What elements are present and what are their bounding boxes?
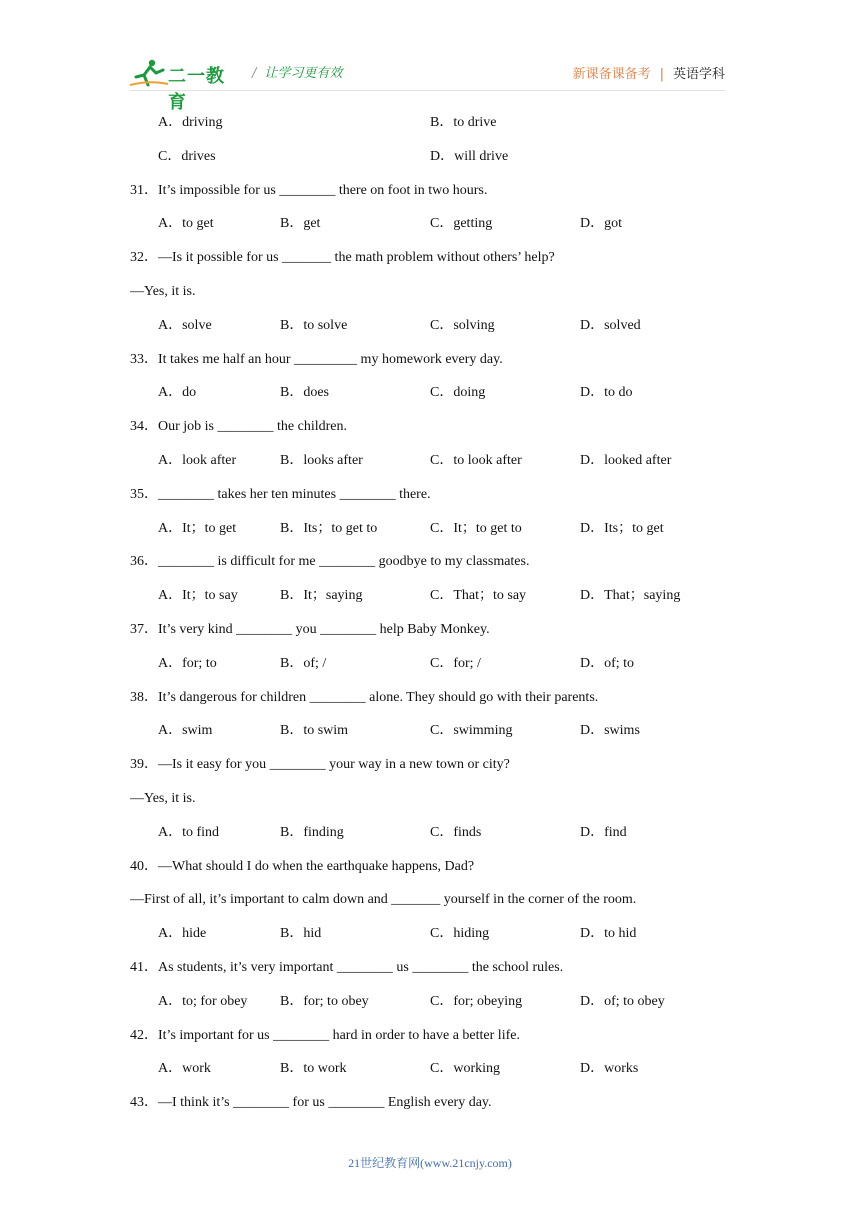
options-row: [158, 149, 758, 165]
option-c: C．to look after: [430, 453, 522, 468]
option-b: B．get: [280, 216, 321, 231]
question-line: 43．—I think it’s ________ for us ________ English every day.: [130, 1095, 492, 1110]
option-b: B．finding: [280, 825, 344, 840]
options-row: [158, 656, 758, 672]
options-row: [158, 994, 758, 1010]
option-b: B．to work: [280, 1061, 347, 1076]
option-a: A．swim: [158, 723, 213, 738]
option-c: C．for; obeying: [430, 994, 523, 1009]
options-row: [158, 318, 758, 334]
option-d: D．That；saying: [580, 588, 681, 603]
option-c: C．swimming: [430, 723, 513, 738]
logo-text: 二一教育: [168, 66, 225, 113]
option-a: A．to; for obey: [158, 994, 248, 1009]
option-d: D．Its；to get: [580, 521, 664, 536]
option-d: D．swims: [580, 723, 640, 738]
option-b: B．Its；to get to: [280, 521, 378, 536]
option-b: B．to swim: [280, 723, 349, 738]
option-b: B．for; to obey: [280, 994, 369, 1009]
option-a: C．drives: [158, 149, 216, 164]
option-a: A．It；to say: [158, 588, 238, 603]
question-line: —Yes, it is.: [130, 284, 196, 299]
page-header: [130, 52, 725, 113]
option-b: B．looks after: [280, 453, 363, 468]
option-b: B．of; /: [280, 656, 327, 671]
options-row: [158, 926, 758, 942]
option-a: A．driving: [158, 115, 223, 130]
options-row: [158, 723, 758, 739]
header-subject: [573, 63, 725, 82]
question-line: 31．It’s impossible for us ________ there on foot in two hours.: [130, 183, 488, 198]
question-line: 42．It’s important for us ________ hard in order to have a better life.: [130, 1028, 520, 1043]
slogan-text: 让学习更有效: [264, 66, 343, 81]
option-c: C．solving: [430, 318, 495, 333]
question-line: 33．It takes me half an hour _________ my homework every day.: [130, 352, 503, 367]
option-b: B．It；saying: [280, 588, 363, 603]
header-divider: [130, 90, 725, 91]
option-a: A．hide: [158, 926, 207, 941]
options-row: [158, 521, 758, 537]
question-line: —First of all, it’s important to calm down and _______ yourself in the corner of the room.: [130, 892, 637, 907]
option-d: D．find: [580, 825, 627, 840]
options-row: [158, 825, 758, 841]
question-line: 37．It’s very kind ________ you ________ help Baby Monkey.: [130, 622, 490, 637]
runner-logo-icon: [130, 58, 170, 88]
question-line: 34．Our job is ________ the children.: [130, 419, 347, 434]
option-c: C．for; /: [430, 656, 481, 671]
question-line: 39．—Is it easy for you ________ your way in a new town or city?: [130, 757, 510, 772]
option-a: A．look after: [158, 453, 237, 468]
option-c: C．It；to get to: [430, 521, 522, 536]
option-c: C．hiding: [430, 926, 490, 941]
question-line: 35．________ takes her ten minutes ________ there.: [130, 487, 431, 502]
header-course-label: 新课备课备考: [572, 67, 651, 82]
slogan-slash: /: [252, 66, 257, 81]
option-c: C．doing: [430, 385, 486, 400]
question-line: 32．—Is it possible for us _______ the math problem without others’ help?: [130, 250, 555, 265]
option-b: B．does: [280, 385, 329, 400]
option-d: D．to hid: [580, 926, 637, 941]
slogan: [252, 62, 342, 81]
option-b: B．to drive: [430, 115, 497, 130]
option-d: D．solved: [580, 318, 641, 333]
option-a: A．solve: [158, 318, 212, 333]
option-d: D．of; to obey: [580, 994, 665, 1009]
options-row: [158, 115, 758, 131]
options-row: [158, 1061, 758, 1077]
option-b: B．hid: [280, 926, 322, 941]
question-line: 41．As students, it’s very important ________ us ________ the school rules.: [130, 960, 564, 975]
header-subject-label: 英语学科: [672, 67, 725, 82]
page-footer: 21世纪教育网(www.21cnjy.com): [348, 1156, 512, 1170]
options-row: [158, 588, 758, 604]
option-d: D．looked after: [580, 453, 672, 468]
option-d: D．to do: [580, 385, 633, 400]
question-line: 40．—What should I do when the earthquake happens, Dad?: [130, 859, 475, 874]
option-a: A．for; to: [158, 656, 217, 671]
option-d: D．of; to: [580, 656, 635, 671]
option-c: C．finds: [430, 825, 482, 840]
option-a: A．It；to get: [158, 521, 237, 536]
option-b: B．to solve: [280, 318, 348, 333]
logo: [130, 58, 242, 113]
option-a: A．work: [158, 1061, 211, 1076]
option-c: C．working: [430, 1061, 500, 1076]
option-a: A．to get: [158, 216, 214, 231]
options-row: [158, 385, 758, 401]
option-c: C．getting: [430, 216, 493, 231]
option-d: D．works: [580, 1061, 639, 1076]
option-d: D．got: [580, 216, 622, 231]
option-a: A．do: [158, 385, 197, 400]
question-line: 38．It’s dangerous for children ________ alone. They should go with their parents.: [130, 690, 599, 705]
option-b: D．will drive: [430, 149, 509, 164]
question-line: —Yes, it is.: [130, 791, 196, 806]
options-row: [158, 453, 758, 469]
option-a: A．to find: [158, 825, 220, 840]
header-separator: |: [659, 67, 664, 82]
question-line: 36．________ is difficult for me ________ goodbye to my classmates.: [130, 554, 530, 569]
options-row: [158, 216, 758, 232]
option-c: C．That；to say: [430, 588, 527, 603]
